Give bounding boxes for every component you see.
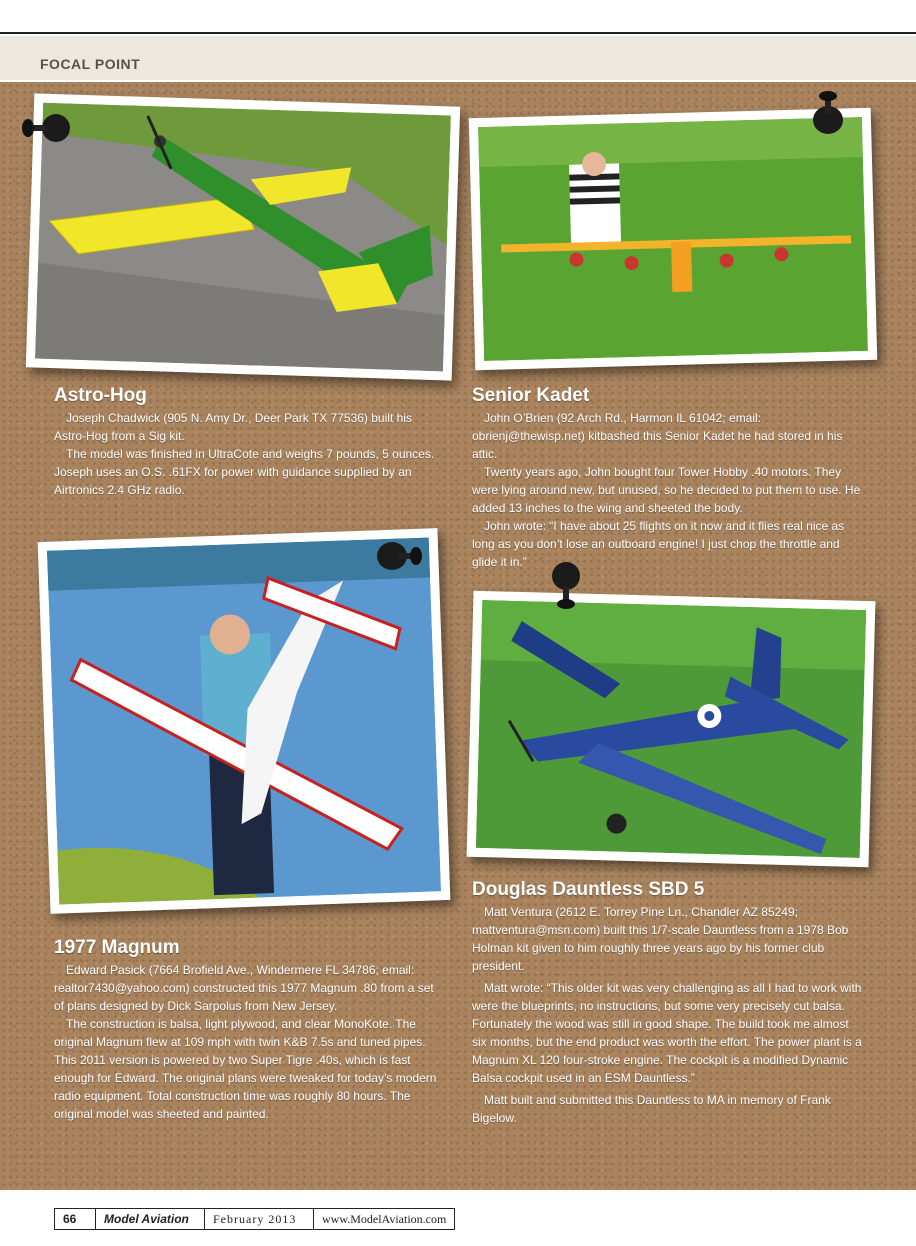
header-rule — [0, 32, 916, 34]
paragraph: Twenty years ago, John bought four Tower Hobby .40 motors. They were lying around new, but unused, so he decided to put them to use. He added 13 inches to the wing and sheeted the body. — [472, 465, 861, 515]
website-link[interactable]: www.ModelAviation.com — [322, 1212, 447, 1226]
photo-astro-hog — [26, 93, 460, 380]
paragraph: Matt Ventura (2612 E. Torrey Pine Ln., Chandler AZ 85249; mattventura@msn.com) built this 1/7-scale Dauntless from a 1978 Bob Holman kit given to him roughly three years ago by his former club president. — [472, 905, 849, 973]
article-title-magnum: 1977 Magnum — [54, 937, 180, 958]
paragraph: Joseph Chadwick (905 N. Amy Dr., Deer Park TX 77536) built his Astro-Hog from a Sig kit. — [54, 411, 412, 443]
article-body-dauntless — [472, 903, 864, 1127]
dauntless-image — [476, 600, 866, 858]
paragraph: John wrote: “I have about 25 flights on it now and it flies real nice as long as you don’t lose an outboard engine! I just chop the throttle and glide it in.” — [472, 519, 845, 569]
pushpin-icon — [20, 110, 80, 150]
page-footer — [54, 1208, 455, 1230]
pushpin-icon — [808, 90, 848, 140]
article-body-astro-hog — [54, 409, 446, 499]
photo-douglas-dauntless — [467, 591, 876, 867]
paragraph: John O’Brien (92 Arch Rd., Harmon IL 61042; email: obrienj@thewisp.net) kitbashed this Senior Kadet he had stored in his attic. — [472, 411, 843, 461]
section-title: FOCAL POINT — [40, 56, 141, 72]
magnum-image — [47, 537, 441, 904]
pushpin-icon — [546, 560, 586, 616]
paragraph: The model was finished in UltraCote and weighs 7 pounds, 5 ounces. Joseph uses an O.S. .61FX for power with guidance supplied by an Airtronics 2.4 GHz radio. — [54, 447, 435, 497]
paragraph: The construction is balsa, light plywood, and clear MonoKote. The original Magnum flew at 109 mph with twin K&B 7.5s and tuned pipes. This 2011 version is powered by two Super Tigre .40s, which is fast enough for Edward. The original plans were tweaked for today’s modern radio equipment. Total construction time was roughly 80 hours. The original model was sheeted and painted. — [54, 1017, 437, 1121]
article-body-senior-kadet — [472, 409, 864, 571]
article-title-astro-hog: Astro-Hog — [54, 385, 147, 406]
article-title-senior-kadet: Senior Kadet — [472, 385, 590, 406]
article-title-dauntless: Douglas Dauntless SBD 5 — [472, 879, 705, 900]
pushpin-icon — [372, 538, 424, 578]
article-body-magnum — [54, 961, 446, 1123]
paragraph: Edward Pasick (7664 Brofield Ave., Windermere FL 34786; email: realtor7430@yahoo.com) constructed this 1977 Magnum .80 from a set of plans designed by Dick Sarpolus from New Jersey. — [54, 963, 434, 1013]
photo-1977-magnum — [38, 528, 451, 914]
photo-senior-kadet — [469, 108, 877, 370]
paragraph: Matt built and submitted this Dauntless to MA in memory of Frank Bigelow. — [472, 1093, 831, 1125]
page-number: 66 — [55, 1209, 96, 1229]
magazine-name: Model Aviation — [96, 1209, 205, 1229]
paragraph: Matt wrote: “This older kit was very challenging as all I had to work with were the blueprints, no instructions, but some very precisely cut balsa. Fortunately the wood was still in good shape. The build took me almost six months, but the end product was worth the effort. The power plant is a Magnum XL 120 four-stroke engine. The cockpit is a modified Dynamic Balsa cockpit used in an ESM Dauntless.” — [472, 981, 862, 1085]
astro-hog-image — [35, 103, 451, 372]
senior-kadet-image — [478, 117, 868, 361]
issue-date: February 2013 — [205, 1209, 314, 1229]
